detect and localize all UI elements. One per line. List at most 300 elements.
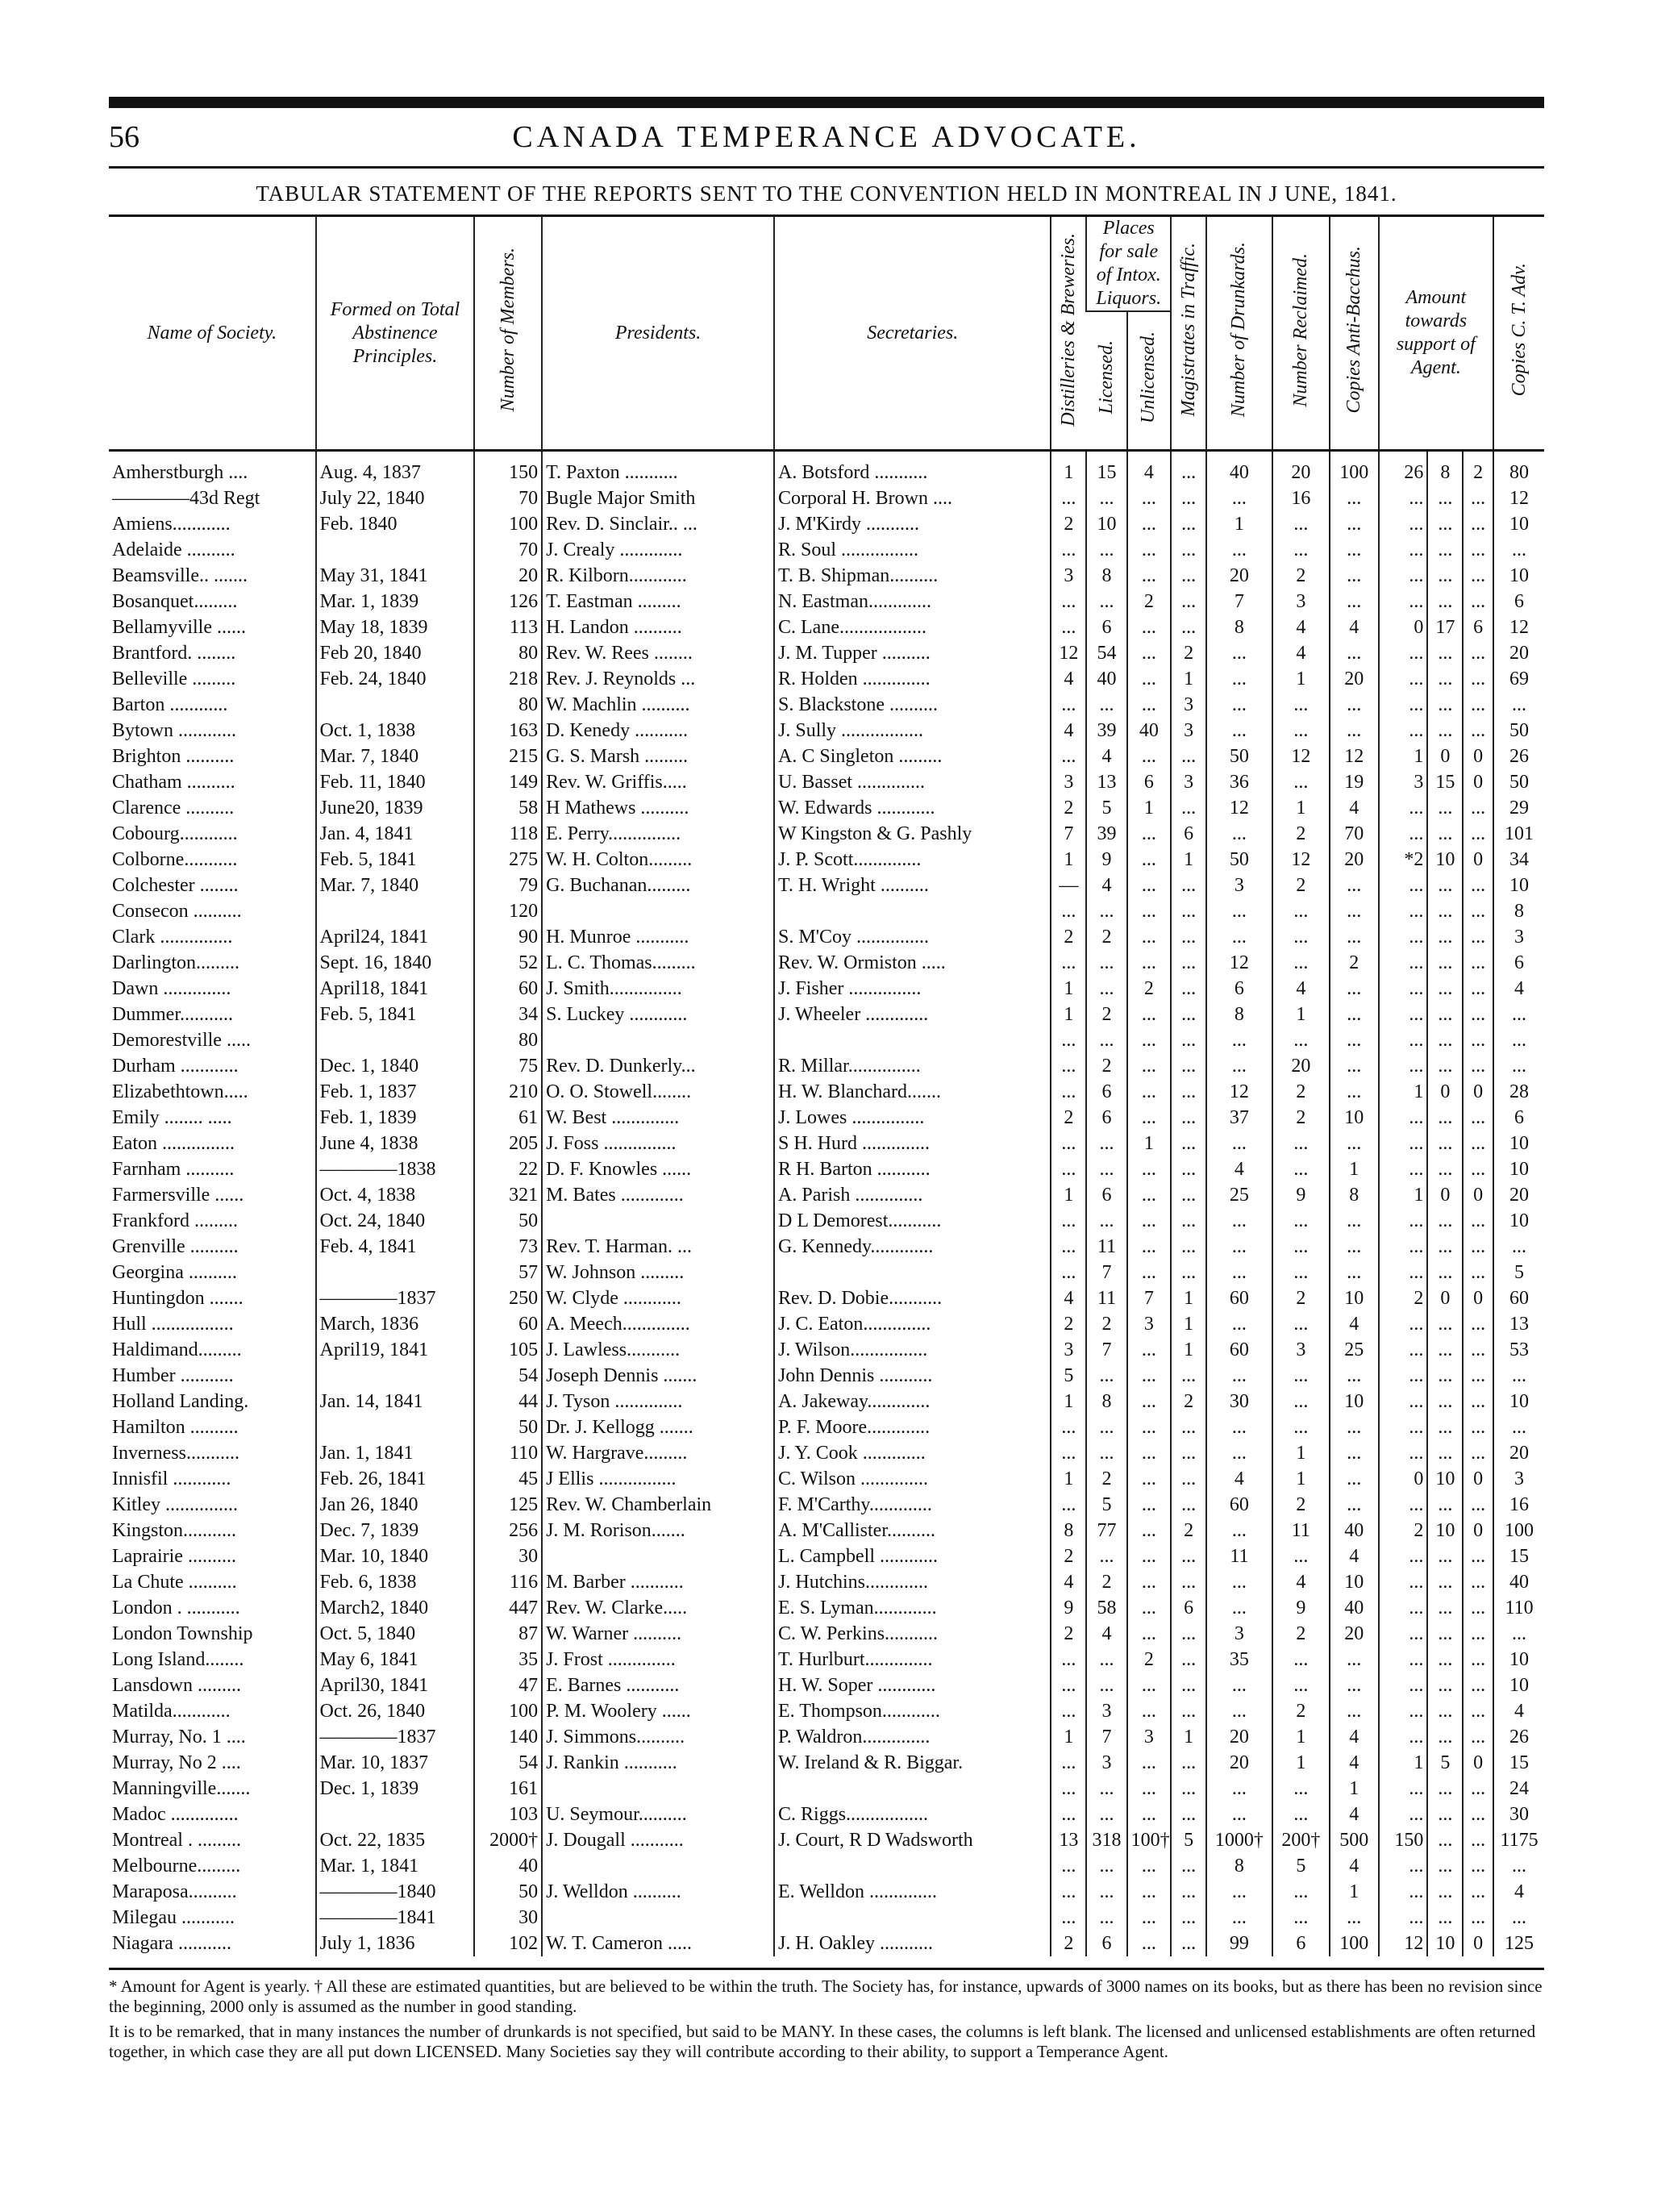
cell-copies: 60: [1493, 1285, 1544, 1311]
cell-unlicensed: ...: [1127, 1208, 1171, 1234]
cell-formed: Jan. 1, 1841: [316, 1440, 475, 1466]
cell-anti-bacchus: ...: [1330, 563, 1379, 589]
cell-reclaimed: 2: [1272, 821, 1330, 847]
cell-licensed: ...: [1086, 1647, 1126, 1673]
cell-magistrates: ...: [1171, 1750, 1206, 1776]
cell-amount-a: ...: [1379, 1595, 1428, 1621]
cell-amount-a: ...: [1379, 795, 1428, 821]
cell-secretary: C. Wilson ..............: [774, 1466, 1051, 1492]
cell-formed: April30, 1841: [316, 1673, 475, 1698]
cell-formed: ————1837: [316, 1285, 475, 1311]
cell-amount-a: ...: [1379, 1131, 1428, 1156]
cell-amount-a: ...: [1379, 821, 1428, 847]
cell-copies: 10: [1493, 873, 1544, 898]
cell-licensed: 2: [1086, 1466, 1126, 1492]
cell-name: Grenville ..........: [112, 1235, 239, 1257]
cell-amount-b: ...: [1427, 1131, 1463, 1156]
cell-unlicensed: ...: [1127, 666, 1171, 692]
cell-magistrates: 1: [1171, 1285, 1206, 1311]
cell-members: 61: [474, 1105, 542, 1131]
cell-president: J. Rankin ...........: [542, 1750, 774, 1776]
cell-licensed: 7: [1086, 1260, 1126, 1285]
cell-secretary: J. M'Kirdy ...........: [774, 511, 1051, 537]
cell-unlicensed: ...: [1127, 1802, 1171, 1827]
cell-distilleries: ...: [1051, 1414, 1086, 1440]
cell-president: J. Smith...............: [542, 976, 774, 1002]
cell-magistrates: 6: [1171, 1595, 1206, 1621]
cell-reclaimed: 2: [1272, 1698, 1330, 1724]
cell-secretary: A. Parish ..............: [774, 1182, 1051, 1208]
table-row: [109, 1389, 1544, 1414]
cell-amount-c: ...: [1463, 1543, 1493, 1569]
cell-amount-c: ...: [1463, 1724, 1493, 1750]
cell-president: [542, 1905, 774, 1931]
table-row: [109, 1647, 1544, 1673]
cell-licensed: ...: [1086, 589, 1126, 614]
cell-formed: Jan. 4, 1841: [316, 821, 475, 847]
cell-drunkards: 8: [1206, 614, 1272, 640]
cell-amount-b: ...: [1427, 1105, 1463, 1131]
table-row: [109, 795, 1544, 821]
cell-amount-b: ...: [1427, 1156, 1463, 1182]
cell-licensed: ...: [1086, 1131, 1126, 1156]
cell-drunkards: 20: [1206, 563, 1272, 589]
cell-president: Rev. W. Chamberlain: [542, 1492, 774, 1518]
cell-president: H. Landon ..........: [542, 614, 774, 640]
cell-members: 163: [474, 718, 542, 744]
cell-secretary: T. Hurlburt..............: [774, 1647, 1051, 1673]
cell-magistrates: ...: [1171, 1053, 1206, 1079]
cell-copies: 6: [1493, 950, 1544, 976]
cell-president: J. Simmons..........: [542, 1724, 774, 1750]
cell-licensed: 6: [1086, 1182, 1126, 1208]
cell-reclaimed: 1: [1272, 1002, 1330, 1027]
cell-formed: Oct. 4, 1838: [316, 1182, 475, 1208]
cell-amount-c: 0: [1463, 1750, 1493, 1776]
cell-amount-a: 2: [1379, 1518, 1428, 1543]
table-row: [109, 1208, 1544, 1234]
cell-distilleries: 3: [1051, 769, 1086, 795]
cell-amount-b: ...: [1427, 1647, 1463, 1673]
cell-amount-c: ...: [1463, 1440, 1493, 1466]
cell-amount-b: 5: [1427, 1750, 1463, 1776]
cell-president: D. Kenedy ...........: [542, 718, 774, 744]
cell-amount-a: ...: [1379, 1414, 1428, 1440]
cell-distilleries: 2: [1051, 1621, 1086, 1647]
cell-amount-c: ...: [1463, 1776, 1493, 1802]
cell-secretary: S. M'Coy ...............: [774, 924, 1051, 950]
cell-drunkards: 50: [1206, 847, 1272, 873]
cell-magistrates: ...: [1171, 1027, 1206, 1053]
cell-unlicensed: ...: [1127, 1105, 1171, 1131]
cell-licensed: 2: [1086, 924, 1126, 950]
cell-drunkards: ...: [1206, 1131, 1272, 1156]
cell-secretary: W. Ireland & R. Biggar.: [774, 1750, 1051, 1776]
cell-president: [542, 1853, 774, 1879]
cell-magistrates: ...: [1171, 537, 1206, 563]
cell-formed: [316, 898, 475, 924]
cell-amount-c: ...: [1463, 563, 1493, 589]
cell-reclaimed: 4: [1272, 976, 1330, 1002]
cell-members: 50: [474, 1879, 542, 1905]
cell-amount-a: ...: [1379, 1337, 1428, 1363]
header-presidents: Presidents.: [542, 216, 774, 451]
cell-amount-a: ...: [1379, 563, 1428, 589]
cell-anti-bacchus: ...: [1330, 1079, 1379, 1105]
cell-name: Frankford .........: [112, 1210, 238, 1231]
cell-name: La Chute ..........: [112, 1571, 237, 1593]
cell-amount-c: ...: [1463, 1156, 1493, 1182]
cell-distilleries: ...: [1051, 1776, 1086, 1802]
cell-distilleries: ...: [1051, 1750, 1086, 1776]
cell-members: 125: [474, 1492, 542, 1518]
cell-amount-b: ...: [1427, 511, 1463, 537]
cell-secretary: R. Millar...............: [774, 1053, 1051, 1079]
table-row: [109, 1543, 1544, 1569]
cell-licensed: 3: [1086, 1750, 1126, 1776]
cell-copies: 15: [1493, 1750, 1544, 1776]
cell-anti-bacchus: 12: [1330, 744, 1379, 769]
cell-drunkards: 8: [1206, 1002, 1272, 1027]
cell-licensed: 10: [1086, 511, 1126, 537]
cell-unlicensed: 4: [1127, 451, 1171, 486]
cell-magistrates: ...: [1171, 950, 1206, 976]
cell-amount-a: ...: [1379, 1853, 1428, 1879]
cell-drunkards: 60: [1206, 1285, 1272, 1311]
cell-amount-b: ...: [1427, 1802, 1463, 1827]
cell-members: 110: [474, 1440, 542, 1466]
cell-amount-b: ...: [1427, 692, 1463, 718]
table-row: [109, 1724, 1544, 1750]
cell-unlicensed: ...: [1127, 1776, 1171, 1802]
cell-anti-bacchus: ...: [1330, 1905, 1379, 1931]
table-row: [109, 1466, 1544, 1492]
cell-anti-bacchus: ...: [1330, 1002, 1379, 1027]
table-row: [109, 692, 1544, 718]
cell-formed: Feb. 1, 1837: [316, 1079, 475, 1105]
cell-unlicensed: 3: [1127, 1724, 1171, 1750]
cell-amount-c: ...: [1463, 950, 1493, 976]
cell-amount-c: 6: [1463, 614, 1493, 640]
cell-licensed: 11: [1086, 1234, 1126, 1260]
cell-formed: Mar. 10, 1837: [316, 1750, 475, 1776]
cell-formed: ————1840: [316, 1879, 475, 1905]
cell-distilleries: ...: [1051, 589, 1086, 614]
cell-amount-b: ...: [1427, 924, 1463, 950]
cell-amount-a: ...: [1379, 873, 1428, 898]
cell-amount-a: ...: [1379, 1053, 1428, 1079]
cell-formed: ————1838: [316, 1156, 475, 1182]
cell-distilleries: 1: [1051, 1182, 1086, 1208]
cell-reclaimed: ...: [1272, 1389, 1330, 1414]
cell-drunkards: 8: [1206, 1853, 1272, 1879]
cell-drunkards: ...: [1206, 1260, 1272, 1285]
cell-drunkards: 35: [1206, 1647, 1272, 1673]
cell-copies: 20: [1493, 640, 1544, 666]
cell-anti-bacchus: ...: [1330, 640, 1379, 666]
cell-president: W. Clyde ............: [542, 1285, 774, 1311]
table-row: [109, 898, 1544, 924]
cell-unlicensed: ...: [1127, 1879, 1171, 1905]
cell-anti-bacchus: 1: [1330, 1879, 1379, 1905]
cell-anti-bacchus: 10: [1330, 1105, 1379, 1131]
cell-anti-bacchus: 4: [1330, 1802, 1379, 1827]
cell-formed: March2, 1840: [316, 1595, 475, 1621]
cell-anti-bacchus: ...: [1330, 1131, 1379, 1156]
cell-name: ————43d Regt: [112, 487, 260, 509]
cell-anti-bacchus: ...: [1330, 537, 1379, 563]
cell-secretary: D L Demorest...........: [774, 1208, 1051, 1234]
cell-reclaimed: 200†: [1272, 1827, 1330, 1853]
cell-drunkards: 30: [1206, 1389, 1272, 1414]
cell-copies: ...: [1493, 537, 1544, 563]
cell-drunkards: ...: [1206, 1698, 1272, 1724]
cell-drunkards: ...: [1206, 485, 1272, 511]
cell-members: 321: [474, 1182, 542, 1208]
table-row: [109, 451, 1544, 486]
cell-amount-c: ...: [1463, 1131, 1493, 1156]
cell-members: 30: [474, 1543, 542, 1569]
cell-amount-c: ...: [1463, 640, 1493, 666]
table-row: [109, 1827, 1544, 1853]
cell-drunkards: ...: [1206, 1802, 1272, 1827]
cell-amount-c: ...: [1463, 1208, 1493, 1234]
cell-magistrates: ...: [1171, 1156, 1206, 1182]
cell-reclaimed: 1: [1272, 666, 1330, 692]
cell-unlicensed: ...: [1127, 1853, 1171, 1879]
cell-unlicensed: ...: [1127, 1260, 1171, 1285]
cell-drunkards: ...: [1206, 1053, 1272, 1079]
cell-copies: 100: [1493, 1518, 1544, 1543]
cell-unlicensed: ...: [1127, 1440, 1171, 1466]
cell-amount-c: 0: [1463, 1285, 1493, 1311]
cell-unlicensed: 2: [1127, 976, 1171, 1002]
cell-president: [542, 1208, 774, 1234]
cell-amount-c: ...: [1463, 666, 1493, 692]
header-distilleries: Distilleries & Breweries.: [1057, 233, 1079, 427]
table-row: [109, 1853, 1544, 1879]
cell-drunkards: ...: [1206, 1440, 1272, 1466]
statement-title: TABULAR STATEMENT OF THE REPORTS SENT TO THE CONVENTION HELD IN MONTREAL IN J UNE, 1841.: [256, 181, 1397, 206]
cell-amount-a: 1: [1379, 744, 1428, 769]
cell-amount-a: ...: [1379, 640, 1428, 666]
cell-amount-b: ...: [1427, 1414, 1463, 1440]
cell-secretary: [774, 1027, 1051, 1053]
cell-amount-c: ...: [1463, 692, 1493, 718]
cell-amount-c: ...: [1463, 1621, 1493, 1647]
cell-amount-b: ...: [1427, 1827, 1463, 1853]
cell-anti-bacchus: 10: [1330, 1389, 1379, 1414]
cell-president: W. T. Cameron .....: [542, 1931, 774, 1956]
cell-magistrates: ...: [1171, 1208, 1206, 1234]
cell-anti-bacchus: ...: [1330, 1260, 1379, 1285]
cell-name: Bellamyville ......: [112, 616, 246, 638]
cell-anti-bacchus: ...: [1330, 692, 1379, 718]
cell-amount-a: ...: [1379, 1776, 1428, 1802]
cell-amount-a: ...: [1379, 1389, 1428, 1414]
cell-members: 218: [474, 666, 542, 692]
cell-amount-b: ...: [1427, 873, 1463, 898]
cell-amount-a: ...: [1379, 1802, 1428, 1827]
cell-magistrates: ...: [1171, 1673, 1206, 1698]
cell-anti-bacchus: 19: [1330, 769, 1379, 795]
cell-name: Consecon ..........: [112, 900, 242, 922]
header-members: Number of Members.: [497, 248, 518, 412]
cell-magistrates: ...: [1171, 1543, 1206, 1569]
cell-copies: 13: [1493, 1311, 1544, 1337]
cell-amount-c: 0: [1463, 744, 1493, 769]
cell-distilleries: ...: [1051, 614, 1086, 640]
cell-copies: 10: [1493, 1389, 1544, 1414]
header-rule: [109, 166, 1544, 169]
cell-copies: ...: [1493, 1621, 1544, 1647]
table-row: [109, 1079, 1544, 1105]
cell-amount-b: ...: [1427, 537, 1463, 563]
cell-president: D. F. Knowles ......: [542, 1156, 774, 1182]
cell-drunkards: 1: [1206, 511, 1272, 537]
cell-reclaimed: ...: [1272, 1208, 1330, 1234]
cell-copies: 29: [1493, 795, 1544, 821]
cell-amount-a: ...: [1379, 1698, 1428, 1724]
cell-secretary: E. Thompson............: [774, 1698, 1051, 1724]
cell-distilleries: 4: [1051, 718, 1086, 744]
cell-unlicensed: ...: [1127, 1466, 1171, 1492]
cell-secretary: R H. Barton ...........: [774, 1156, 1051, 1182]
table-body: [109, 451, 1544, 1957]
header-reclaimed: Number Reclaimed.: [1289, 252, 1311, 407]
cell-licensed: 13: [1086, 769, 1126, 795]
table-row: [109, 563, 1544, 589]
cell-name: Adelaide ..........: [112, 539, 235, 560]
cell-secretary: N. Eastman.............: [774, 589, 1051, 614]
cell-unlicensed: ...: [1127, 1337, 1171, 1363]
cell-licensed: 3: [1086, 1698, 1126, 1724]
cell-name: Emily ........ .....: [112, 1106, 232, 1128]
cell-copies: 20: [1493, 1182, 1544, 1208]
cell-president: J. M. Rorison.......: [542, 1518, 774, 1543]
cell-copies: 8: [1493, 898, 1544, 924]
cell-unlicensed: ...: [1127, 950, 1171, 976]
cell-drunkards: 4: [1206, 1466, 1272, 1492]
cell-drunkards: ...: [1206, 1595, 1272, 1621]
cell-amount-b: ...: [1427, 563, 1463, 589]
cell-formed: June 4, 1838: [316, 1131, 475, 1156]
cell-name: London . ...........: [112, 1597, 240, 1618]
cell-amount-c: 0: [1463, 1466, 1493, 1492]
cell-drunkards: 4: [1206, 1156, 1272, 1182]
cell-secretary: E. S. Lyman.............: [774, 1595, 1051, 1621]
cell-licensed: ...: [1086, 898, 1126, 924]
cell-distilleries: 2: [1051, 924, 1086, 950]
cell-copies: 20: [1493, 1440, 1544, 1466]
cell-formed: April19, 1841: [316, 1337, 475, 1363]
cell-formed: May 18, 1839: [316, 614, 475, 640]
cell-formed: Oct. 22, 1835: [316, 1827, 475, 1853]
cell-magistrates: 3: [1171, 718, 1206, 744]
cell-distilleries: 3: [1051, 1337, 1086, 1363]
cell-magistrates: 1: [1171, 666, 1206, 692]
cell-secretary: S. Blackstone ..........: [774, 692, 1051, 718]
header-secretaries: Secretaries.: [774, 216, 1051, 451]
cell-amount-c: ...: [1463, 1673, 1493, 1698]
cell-members: 70: [474, 485, 542, 511]
cell-members: 100: [474, 1698, 542, 1724]
cell-amount-b: ...: [1427, 1337, 1463, 1363]
cell-copies: 10: [1493, 563, 1544, 589]
cell-president: [542, 898, 774, 924]
cell-name: Montreal . .........: [112, 1829, 241, 1851]
cell-formed: [316, 1363, 475, 1389]
cell-reclaimed: 1: [1272, 1440, 1330, 1466]
cell-president: W. Hargrave.........: [542, 1440, 774, 1466]
cell-secretary: P. F. Moore.............: [774, 1414, 1051, 1440]
cell-drunkards: 60: [1206, 1492, 1272, 1518]
cell-name: Clark ...............: [112, 926, 233, 948]
cell-amount-b: ...: [1427, 1002, 1463, 1027]
cell-amount-b: ...: [1427, 1595, 1463, 1621]
cell-formed: Feb 20, 1840: [316, 640, 475, 666]
cell-unlicensed: ...: [1127, 1518, 1171, 1543]
cell-amount-b: ...: [1427, 666, 1463, 692]
cell-distilleries: ...: [1051, 537, 1086, 563]
cell-members: 75: [474, 1053, 542, 1079]
cell-distilleries: ...: [1051, 1879, 1086, 1905]
cell-name: Humber ...........: [112, 1364, 234, 1386]
cell-president: [542, 1776, 774, 1802]
cell-amount-b: ...: [1427, 1234, 1463, 1260]
cell-formed: [316, 1802, 475, 1827]
page: [109, 97, 1544, 2067]
cell-amount-a: ...: [1379, 1002, 1428, 1027]
cell-president: Joseph Dennis .......: [542, 1363, 774, 1389]
cell-amount-b: ...: [1427, 1879, 1463, 1905]
cell-members: 57: [474, 1260, 542, 1285]
cell-amount-b: 10: [1427, 1466, 1463, 1492]
cell-president: R. Kilborn............: [542, 563, 774, 589]
cell-licensed: 2: [1086, 1053, 1126, 1079]
cell-unlicensed: ...: [1127, 1905, 1171, 1931]
cell-anti-bacchus: ...: [1330, 1647, 1379, 1673]
cell-amount-b: 10: [1427, 1931, 1463, 1956]
page-header: [109, 119, 1544, 155]
cell-unlicensed: ...: [1127, 1389, 1171, 1414]
cell-reclaimed: ...: [1272, 718, 1330, 744]
cell-amount-a: 2: [1379, 1285, 1428, 1311]
cell-president: E. Perry...............: [542, 821, 774, 847]
cell-formed: Jan 26, 1840: [316, 1492, 475, 1518]
cell-licensed: 6: [1086, 1931, 1126, 1956]
header-amount: Amount towards support of Agent.: [1379, 216, 1493, 451]
cell-formed: Feb. 4, 1841: [316, 1234, 475, 1260]
cell-anti-bacchus: ...: [1330, 873, 1379, 898]
cell-amount-c: ...: [1463, 511, 1493, 537]
cell-secretary: R. Soul ................: [774, 537, 1051, 563]
cell-amount-b: ...: [1427, 1492, 1463, 1518]
cell-copies: 50: [1493, 769, 1544, 795]
footnote-1: * Amount for Agent is yearly. † All these are estimated quantities, but are believed to be within the truth. The Society has, for instance, upwards of 3000 names on its books, but as there has been no revision since the beginning, 2000 only is assumed as the number in good standing.: [109, 1977, 1543, 2016]
cell-copies: ...: [1493, 692, 1544, 718]
cell-amount-b: ...: [1427, 821, 1463, 847]
cell-distilleries: ...: [1051, 1208, 1086, 1234]
cell-reclaimed: 1: [1272, 1724, 1330, 1750]
cell-drunkards: 20: [1206, 1750, 1272, 1776]
cell-anti-bacchus: ...: [1330, 1234, 1379, 1260]
cell-copies: 4: [1493, 1698, 1544, 1724]
cell-amount-b: ...: [1427, 795, 1463, 821]
cell-president: J. Welldon ..........: [542, 1879, 774, 1905]
cell-amount-b: ...: [1427, 640, 1463, 666]
cell-president: M. Bates .............: [542, 1182, 774, 1208]
